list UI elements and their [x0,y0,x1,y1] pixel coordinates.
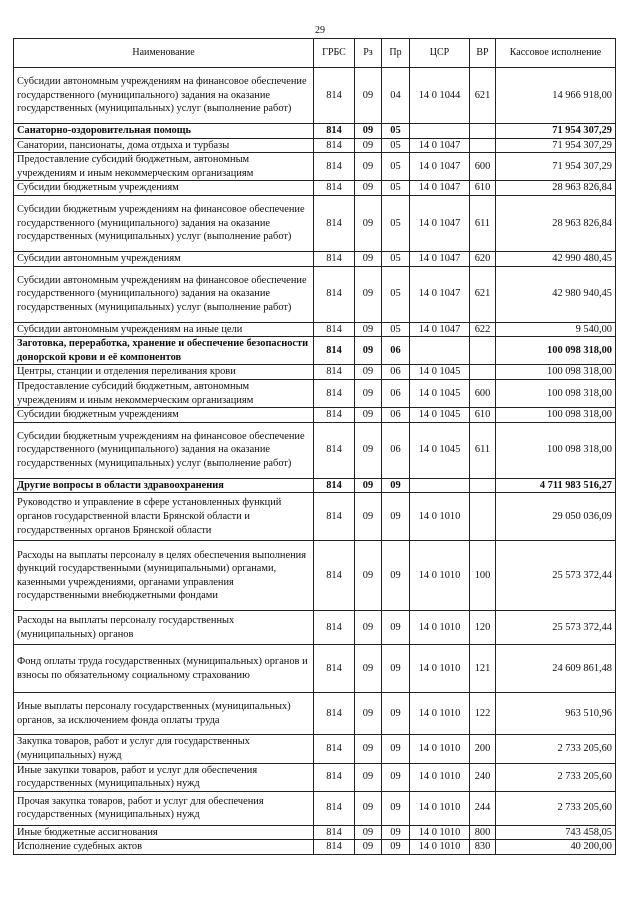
row-csr [410,337,470,365]
budget-table [13,38,616,855]
table-row [14,337,616,365]
row-rz: 09 [355,422,382,478]
row-pr: 05 [382,138,410,153]
row-name: Иные выплаты персоналу государственных (муниципальных) органов, за исключением фонда оплаты труда [14,693,314,735]
row-vr [470,124,496,139]
row-amount: 100 098 318,00 [496,365,616,380]
row-grbs: 814 [314,840,355,855]
table-body [14,68,616,855]
row-vr [470,493,496,541]
row-name: Субсидии автономным учреждениям на финансовое обеспечение государственного (муниципального) задания на оказание государственных (муниципальных) услуг (выполнение работ) [14,266,314,322]
row-rz: 09 [355,68,382,124]
table-row [14,153,616,181]
row-amount: 4 711 983 516,27 [496,478,616,493]
row-grbs: 814 [314,251,355,266]
row-name: Иные бюджетные ассигнования [14,825,314,840]
row-name: Расходы на выплаты персоналу государственных (муниципальных) органов [14,611,314,645]
row-amount: 25 573 372,44 [496,611,616,645]
row-amount: 24 609 861,48 [496,645,616,693]
row-amount: 100 098 318,00 [496,337,616,365]
row-grbs: 814 [314,541,355,611]
header-kassa: Кассовое исполнение [496,39,616,68]
row-amount: 42 980 940,45 [496,266,616,322]
row-csr: 14 0 1010 [410,693,470,735]
row-csr: 14 0 1047 [410,322,470,337]
row-name: Субсидии бюджетным учреждениям на финансовое обеспечение государственного (муниципального) задания на оказание государственных (муниципальных) услуг (выполнение работ) [14,195,314,251]
row-pr: 09 [382,840,410,855]
row-amount: 963 510,96 [496,693,616,735]
row-grbs: 814 [314,124,355,139]
row-csr: 14 0 1010 [410,611,470,645]
row-name: Руководство и управление в сфере установленных функций органов государственной власти Брянской области и государственных органов Брянской области [14,493,314,541]
row-grbs: 814 [314,478,355,493]
row-name: Субсидии бюджетным учреждениям [14,181,314,196]
row-name: Фонд оплаты труда государственных (муниципальных) органов и взносы по обязательному социальному страхованию [14,645,314,693]
row-rz: 09 [355,365,382,380]
row-vr [470,365,496,380]
row-grbs: 814 [314,735,355,763]
row-csr: 14 0 1047 [410,153,470,181]
row-pr: 09 [382,541,410,611]
row-amount: 42 990 480,45 [496,251,616,266]
row-vr [470,478,496,493]
row-grbs: 814 [314,181,355,196]
row-vr: 244 [470,791,496,825]
row-rz: 09 [355,825,382,840]
row-amount: 9 540,00 [496,322,616,337]
row-pr: 09 [382,478,410,493]
table-row [14,251,616,266]
row-grbs: 814 [314,138,355,153]
row-vr: 621 [470,68,496,124]
row-vr: 120 [470,611,496,645]
row-name: Исполнение судебных актов [14,840,314,855]
row-pr: 04 [382,68,410,124]
row-vr: 800 [470,825,496,840]
row-csr: 14 0 1045 [410,422,470,478]
row-vr: 610 [470,181,496,196]
row-grbs: 814 [314,408,355,423]
table-row [14,611,616,645]
row-pr: 05 [382,322,410,337]
row-grbs: 814 [314,645,355,693]
row-csr: 14 0 1010 [410,645,470,693]
table-row [14,791,616,825]
row-grbs: 814 [314,68,355,124]
row-grbs: 814 [314,365,355,380]
header-name: Наименование [14,39,314,68]
header-grbs: ГРБС [314,39,355,68]
row-pr: 05 [382,195,410,251]
row-name: Субсидии бюджетным учреждениям на финансовое обеспечение государственного (муниципального) задания на оказание государственных (муниципальных) услуг (выполнение работ) [14,422,314,478]
header-rz: Рз [355,39,382,68]
table-row [14,322,616,337]
row-rz: 09 [355,195,382,251]
row-name: Субсидии автономным учреждениям на финансовое обеспечение государственного (муниципального) задания на оказание государственных (муниципальных) услуг (выполнение работ) [14,68,314,124]
row-rz: 09 [355,493,382,541]
header-pr: Пр [382,39,410,68]
row-grbs: 814 [314,611,355,645]
header-csr: ЦСР [410,39,470,68]
row-amount: 100 098 318,00 [496,422,616,478]
row-grbs: 814 [314,337,355,365]
row-amount: 743 458,05 [496,825,616,840]
row-grbs: 814 [314,379,355,407]
row-csr: 14 0 1010 [410,735,470,763]
row-pr: 05 [382,153,410,181]
table-row [14,68,616,124]
row-rz: 09 [355,379,382,407]
row-grbs: 814 [314,153,355,181]
row-pr: 09 [382,791,410,825]
row-grbs: 814 [314,422,355,478]
table-row [14,478,616,493]
row-vr: 121 [470,645,496,693]
row-name: Заготовка, переработка, хранение и обеспечение безопасности донорской крови и её компонентов [14,337,314,365]
row-amount: 2 733 205,60 [496,735,616,763]
row-amount: 100 098 318,00 [496,408,616,423]
row-amount: 71 954 307,29 [496,124,616,139]
row-rz: 09 [355,322,382,337]
row-name: Закупка товаров, работ и услуг для государственных (муниципальных) нужд [14,735,314,763]
row-amount: 28 963 826,84 [496,181,616,196]
row-name: Расходы на выплаты персоналу в целях обеспечения выполнения функций государственными (муниципальными) органами, казенными учреждениями, органами управления государственными внебюджетными фондами [14,541,314,611]
row-grbs: 814 [314,266,355,322]
row-name: Субсидии автономным учреждениям [14,251,314,266]
table-row [14,735,616,763]
row-pr: 05 [382,266,410,322]
row-name: Санаторно-оздоровительная помощь [14,124,314,139]
row-rz: 09 [355,138,382,153]
row-csr [410,478,470,493]
row-csr: 14 0 1047 [410,181,470,196]
row-pr: 06 [382,337,410,365]
table-row [14,493,616,541]
row-csr: 14 0 1047 [410,138,470,153]
row-csr: 14 0 1010 [410,840,470,855]
row-grbs: 814 [314,693,355,735]
row-rz: 09 [355,337,382,365]
row-name: Санатории, пансионаты, дома отдыха и турбазы [14,138,314,153]
header-vr: ВР [470,39,496,68]
table-row [14,266,616,322]
row-vr: 600 [470,153,496,181]
row-pr: 09 [382,763,410,791]
row-grbs: 814 [314,322,355,337]
row-csr: 14 0 1045 [410,408,470,423]
row-grbs: 814 [314,195,355,251]
row-pr: 06 [382,379,410,407]
row-rz: 09 [355,408,382,423]
row-rz: 09 [355,840,382,855]
row-csr: 14 0 1010 [410,493,470,541]
row-amount: 25 573 372,44 [496,541,616,611]
row-name: Центры, станции и отделения переливания крови [14,365,314,380]
row-grbs: 814 [314,825,355,840]
row-pr: 05 [382,124,410,139]
table-row [14,693,616,735]
row-rz: 09 [355,251,382,266]
row-vr: 122 [470,693,496,735]
row-pr: 06 [382,422,410,478]
table-row [14,181,616,196]
table-row [14,763,616,791]
row-vr: 240 [470,763,496,791]
row-vr [470,337,496,365]
row-rz: 09 [355,266,382,322]
row-pr: 09 [382,735,410,763]
row-pr: 09 [382,693,410,735]
row-csr: 14 0 1045 [410,365,470,380]
row-csr: 14 0 1010 [410,825,470,840]
row-csr: 14 0 1044 [410,68,470,124]
table-row [14,422,616,478]
table-row [14,124,616,139]
row-name: Предоставление субсидий бюджетным, автономным учреждениям и иным некоммерческим организациям [14,153,314,181]
page-number: 29 [315,25,325,36]
row-vr: 622 [470,322,496,337]
row-amount: 71 954 307,29 [496,138,616,153]
row-vr: 830 [470,840,496,855]
row-csr: 14 0 1010 [410,791,470,825]
row-vr: 611 [470,422,496,478]
row-vr: 620 [470,251,496,266]
row-pr: 09 [382,825,410,840]
row-vr: 621 [470,266,496,322]
table-row [14,195,616,251]
row-name: Прочая закупка товаров, работ и услуг для обеспечения государственных (муниципальных) нужд [14,791,314,825]
row-rz: 09 [355,181,382,196]
row-rz: 09 [355,693,382,735]
table-row [14,840,616,855]
table-row [14,138,616,153]
row-grbs: 814 [314,791,355,825]
row-pr: 06 [382,408,410,423]
table-row [14,541,616,611]
row-rz: 09 [355,791,382,825]
row-name: Другие вопросы в области здравоохранения [14,478,314,493]
row-amount: 14 966 918,00 [496,68,616,124]
row-rz: 09 [355,763,382,791]
table-row [14,825,616,840]
row-rz: 09 [355,541,382,611]
row-csr: 14 0 1010 [410,763,470,791]
row-vr [470,138,496,153]
row-csr [410,124,470,139]
row-amount: 28 963 826,84 [496,195,616,251]
row-vr: 100 [470,541,496,611]
row-name: Иные закупки товаров, работ и услуг для обеспечения государственных (муниципальных) нужд [14,763,314,791]
row-grbs: 814 [314,493,355,541]
row-amount: 100 098 318,00 [496,379,616,407]
row-pr: 05 [382,251,410,266]
table-row [14,379,616,407]
row-name: Субсидии автономным учреждениям на иные цели [14,322,314,337]
row-csr: 14 0 1010 [410,541,470,611]
table-row [14,645,616,693]
row-name: Субсидии бюджетным учреждениям [14,408,314,423]
row-amount: 71 954 307,29 [496,153,616,181]
row-rz: 09 [355,735,382,763]
table-row [14,365,616,380]
row-rz: 09 [355,645,382,693]
row-vr: 611 [470,195,496,251]
row-vr: 610 [470,408,496,423]
row-csr: 14 0 1045 [410,379,470,407]
row-vr: 600 [470,379,496,407]
row-rz: 09 [355,611,382,645]
row-csr: 14 0 1047 [410,251,470,266]
row-csr: 14 0 1047 [410,195,470,251]
row-amount: 2 733 205,60 [496,763,616,791]
row-pr: 09 [382,493,410,541]
row-grbs: 814 [314,763,355,791]
row-name: Предоставление субсидий бюджетным, автономным учреждениям и иным некоммерческим организациям [14,379,314,407]
table-header-row [14,39,616,68]
row-amount: 40 200,00 [496,840,616,855]
row-pr: 05 [382,181,410,196]
table-row [14,408,616,423]
row-rz: 09 [355,153,382,181]
row-amount: 29 050 036,09 [496,493,616,541]
row-rz: 09 [355,124,382,139]
row-pr: 06 [382,365,410,380]
row-csr: 14 0 1047 [410,266,470,322]
row-pr: 09 [382,645,410,693]
row-pr: 09 [382,611,410,645]
row-rz: 09 [355,478,382,493]
row-vr: 200 [470,735,496,763]
row-amount: 2 733 205,60 [496,791,616,825]
